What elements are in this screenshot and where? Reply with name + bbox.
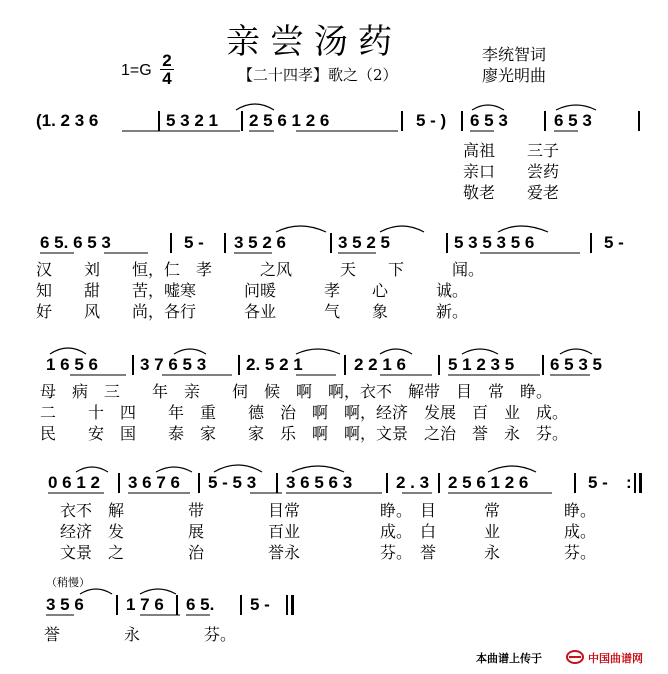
slur — [556, 105, 596, 110]
lyric-verse-1: 誉 永 芬。 — [44, 625, 237, 644]
measure: 1 7 6 — [126, 595, 164, 614]
lyric-verse-3: 文景 之 治 誉永 芬。 誉 永 芬。 — [60, 543, 597, 562]
measure: 5 3 2 1 — [166, 111, 218, 130]
measure: 6 5. 6 5 3 — [40, 233, 111, 252]
footer — [476, 650, 542, 666]
composer-credit: 廖光明曲 — [482, 66, 547, 85]
lyric-verse-3: 敬老 爱老 — [463, 183, 560, 202]
tempo-mark: （稍慢） — [46, 576, 90, 589]
slur — [498, 226, 548, 232]
slur — [156, 467, 192, 472]
time-signature-top: 2 — [162, 51, 172, 70]
repeat-dots: : — [626, 473, 632, 492]
slur — [560, 349, 592, 354]
slur — [472, 105, 504, 110]
slur — [236, 104, 274, 110]
slur — [488, 466, 536, 472]
measure: 0 6 1 2 — [48, 473, 100, 492]
measure: 5 - — [184, 233, 204, 252]
slur — [80, 589, 112, 594]
measure: 3 5 2 5 — [338, 233, 390, 252]
measure: 5 - — [588, 473, 608, 492]
lyric-verse-1: 汉 刘 恒，仁 孝 之风 天 下 闻。 — [36, 260, 485, 279]
slur — [140, 589, 176, 594]
measure: 5 1 2 3 5 — [448, 355, 515, 374]
slur — [380, 349, 412, 354]
key-signature: 1=G — [121, 62, 152, 79]
measure: 6 5 3 5 — [550, 355, 602, 374]
lyric-verse-2: 经济 发 展 百业 成。 白 业 成。 — [60, 522, 597, 541]
lyric-verse-1: 高祖 三子 — [463, 141, 560, 160]
slur — [174, 349, 206, 354]
measure: 2 . 3 — [396, 473, 430, 492]
lyric-verse-2: 二 十 四 年 重 德 治 啊 啊，经济 发展 百 业 成。 — [40, 403, 569, 422]
measure: 5 3 5 3 5 6 — [454, 233, 535, 252]
measure: 5 - — [604, 233, 624, 252]
song-title: 亲尝汤药 — [226, 22, 402, 62]
measure: 5 - 5 3 — [208, 473, 257, 492]
lyricist-credit: 李统智词 — [482, 45, 547, 64]
slur — [296, 349, 340, 354]
song-subtitle: 【二十四孝】歌之（2） — [238, 66, 398, 84]
lyric-verse-1: 母 病 三 年 亲 伺 候 啊 啊，衣不 解带 目 常 睁。 — [40, 382, 553, 401]
slur — [276, 226, 326, 232]
time-signature-bottom: 4 — [160, 69, 174, 87]
lyric-verse-2: 知 甜 苦，嘘寒 问暖 孝 心 诚。 — [36, 281, 469, 300]
slur — [380, 226, 424, 232]
slur — [214, 465, 262, 472]
measure: 5 - ) — [416, 111, 447, 130]
lyric-verse-3: 民 安 国 泰 家 家 乐 啊 啊，文景 之治 誉 永 芬。 — [40, 424, 569, 443]
measure: 6 5 3 — [470, 111, 508, 130]
measure: 3 5 6 — [46, 595, 84, 614]
slur — [50, 348, 86, 354]
lyric-verse-3: 好 风 尚，各行 各业 气 象 新。 — [36, 302, 469, 321]
measure: 1 6 5 6 — [46, 355, 98, 374]
measure: (1. 2 3 6 — [36, 111, 99, 130]
footer-text: 本曲谱上传于 — [476, 653, 542, 665]
measure: 6 5 3 — [554, 111, 592, 130]
slur — [292, 466, 344, 472]
lyric-verse-1: 衣不 解 带 目常 睁。 目 常 睁。 — [60, 501, 597, 520]
site-logo-icon — [565, 650, 585, 664]
measure: 2 5 6 1 2 6 — [448, 473, 529, 492]
measure: 3 6 5 6 3 — [286, 473, 353, 492]
measure: 5 - — [250, 595, 270, 614]
measure: 3 5 2 6 — [234, 233, 286, 252]
lyric-verse-2: 亲口 尝药 — [463, 162, 560, 181]
measure: 2 5 6 1 2 6 — [249, 111, 330, 130]
measure: 6 5. — [186, 595, 215, 614]
footer-site[interactable] — [588, 650, 643, 666]
measure: 3 7 6 5 3 — [140, 355, 207, 374]
measure: 2. 5 2 1 — [246, 355, 303, 374]
slur — [76, 467, 108, 472]
measure: 3 6 7 6 — [128, 473, 180, 492]
slur — [462, 349, 498, 354]
measure: 2 2 1 6 — [354, 355, 406, 374]
site-name[interactable]: 中国曲谱网 — [588, 653, 643, 665]
